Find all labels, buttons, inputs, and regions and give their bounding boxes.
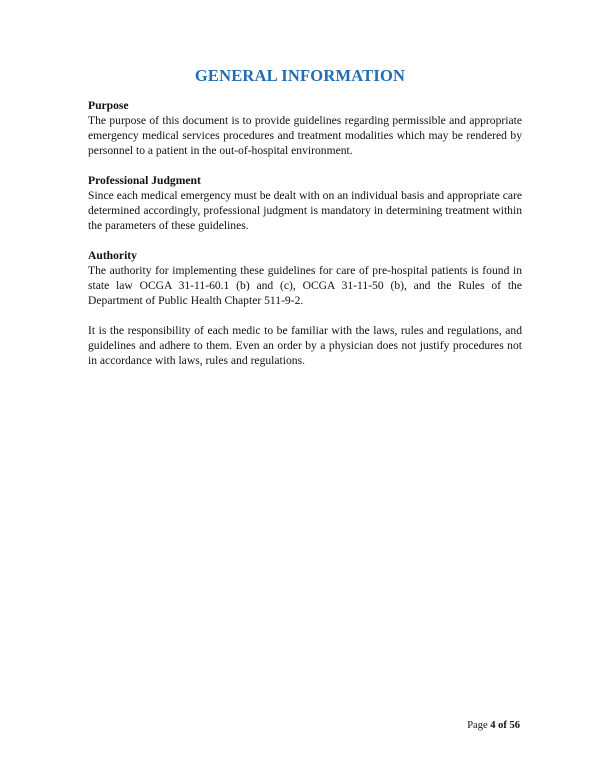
section-purpose	[88, 98, 522, 158]
page-title: GENERAL INFORMATION	[194, 66, 406, 85]
section-heading-authority: Authority	[88, 249, 137, 262]
closing-paragraph: It is the responsibility of each medic to be familiar with the laws, rules and regulations, and guidelines and adhere to them. Even an order by a physician does not justify procedures not in accordance with laws, rules and regulations.	[88, 324, 522, 367]
section-body-professional-judgment: Since each medical emergency must be dealt with on an individual basis and appropriate care determined accordingly, professional judgment is mandatory in determining treatment within the parameters of these guidelines.	[88, 189, 522, 232]
total-pages-number: 56	[509, 720, 520, 731]
section-heading-professional-judgment: Professional Judgment	[88, 174, 201, 187]
section-authority	[88, 248, 522, 308]
document-body	[88, 98, 522, 383]
section-responsibility	[88, 323, 522, 368]
current-page-number: 4	[490, 720, 496, 731]
section-body-authority: The authority for implementing these guidelines for care of pre-hospital patients is found in state law OCGA 31-11-60.1 (b) and (c), OCGA 31-11-50 (b), and the Rules of the Department of Public Health Chapter 511-9-2.	[88, 264, 522, 307]
section-body-purpose: The purpose of this document is to provide guidelines regarding permissible and appropriate emergency medical services procedures and treatment modalities which may be rendered by personnel to a patient in the out-of-hospital environment.	[88, 114, 522, 157]
page-label: Page	[467, 720, 488, 731]
page-of-label: of	[498, 720, 507, 731]
page-number-footer	[467, 720, 520, 731]
section-professional-judgment	[88, 173, 522, 233]
section-heading-purpose: Purpose	[88, 99, 129, 112]
